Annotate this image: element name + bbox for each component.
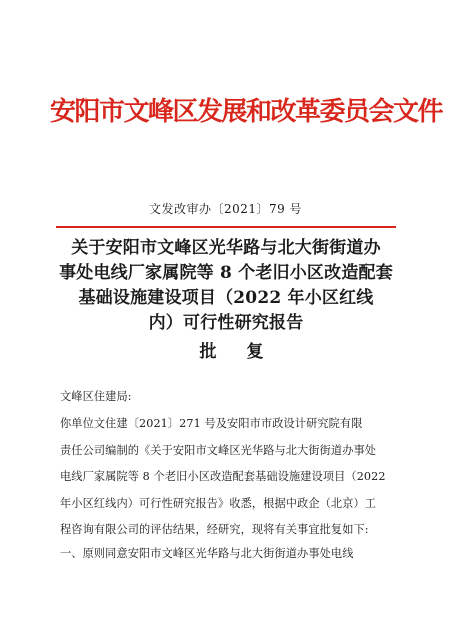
document-title-line: 事处电线厂家属院等 8 个老旧小区改造配套 (59, 263, 393, 283)
paragraph-line: 你单位文住建〔2021〕271 号及安阳市市政设计研究院有限 (60, 417, 363, 430)
paragraph-line: 程咨询有限公司的评估结果，经研究，现将有关事宜批复如下: (60, 523, 369, 536)
document-number: 文发改审办〔2021〕79 号 (148, 202, 303, 216)
document-title-line: 关于安阳市文峰区光华路与北大街街道办 (71, 238, 381, 258)
body-paragraph-1 (60, 411, 400, 544)
document-title-line: 基础设施建设项目（2022 年小区红线 (78, 288, 374, 308)
document-title-line: 内）可行性研究报告 (148, 313, 304, 333)
paragraph-line: 一、原则同意安阳市文峰区光华路与北大街街道办事处电线 (60, 547, 354, 560)
document-subtitle: 批 复 (199, 342, 276, 362)
addressee: 文峰区住建局: (60, 390, 132, 403)
issuer-header-title: 安阳市文峰区发展和改革委员会文件 (50, 97, 443, 127)
document-title (50, 236, 402, 336)
paragraph-line: 年小区红线内）可行性研究报告》收悉，根据中政企（北京）工 (60, 496, 377, 510)
paragraph-line: 责任公司编制的《关于安阳市文峰区光华路与北大街街道办事处 (60, 443, 377, 457)
body-paragraph-2 (60, 541, 400, 568)
paragraph-line: 电线厂家属院等 8 个老旧小区改造配套基础设施建设项目（2022 (60, 470, 386, 483)
red-divider-line (56, 226, 396, 228)
